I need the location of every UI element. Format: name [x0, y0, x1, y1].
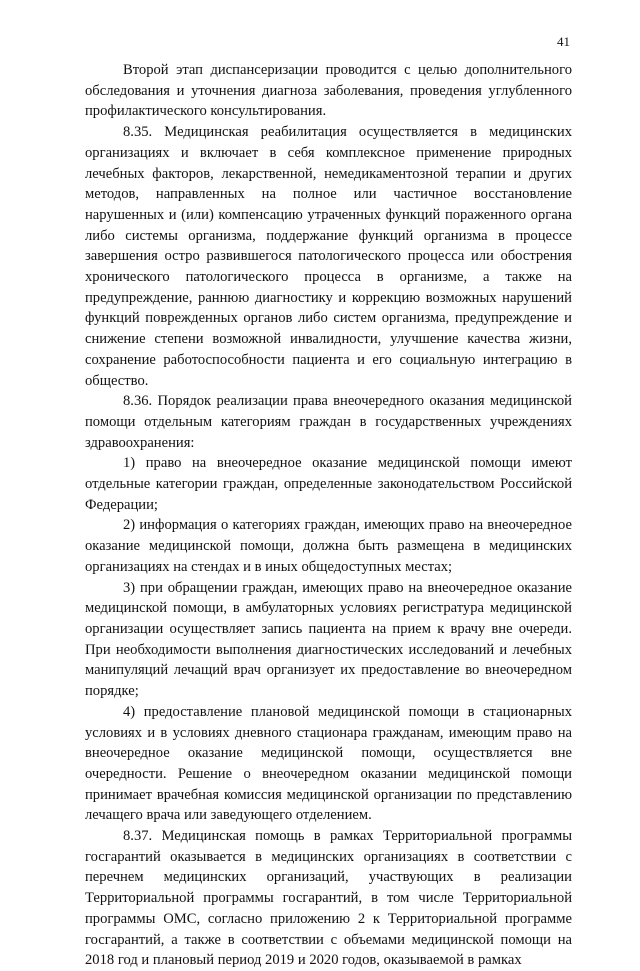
paragraph-dispanserization-stage-two: Второй этап диспансеризации проводится с целью дополнительного обследования и уточнения диагноза заболевания, проведения углубленного профилактического консультирования.: [85, 62, 572, 120]
list-item-3: 3) при обращении граждан, имеющих право на внеочередное оказание медицинской помощи, в амбулаторных условиях регистратура медицинской организации осуществляет запись пациента на прием к врачу вне очереди. При необходимости выполнения диагностических исследований и лечебных манипуляций лечащий врач организует их предоставление во внеочередном порядке;: [85, 579, 572, 700]
document-body: [85, 60, 572, 971]
paragraph-8-37: 8.37. Медицинская помощь в рамках Территориальной программы госгарантий оказывается в медицинских организациях в соответствии с перечнем медицинских организаций, участвующих в реализации Территориальной программы госгарантий, в том числе Территориальной программы ОМС, согласно приложению 2 к Территориальной программе госгарантий, а также в соответствии с объемами медицинской помощи на 2018 год и плановый период 2019 и 2020 годов, оказываемой в рамках: [85, 828, 572, 969]
page-number: 41: [557, 34, 570, 49]
list-item-1: 1) право на внеочередное оказание медицинской помощи имеют отдельные категории граждан, определенные законодательством Российской Федерации;: [85, 455, 572, 513]
paragraph-8-36: 8.36. Порядок реализации права внеочередного оказания медицинской помощи отдельным категориям граждан в государственных учреждениях здравоохранения:: [85, 393, 572, 451]
list-item-4: 4) предоставление плановой медицинской помощи в стационарных условиях и в условиях дневного стационара гражданам, имеющим право на внеочередное оказание медицинской помощи, осуществляется вне очередности. Решение о внеочередном оказании медицинской помощи принимает врачебная комиссия медицинской организации по представлению лечащего врача или заведующего отделением.: [85, 703, 572, 824]
paragraph-8-35: 8.35. Медицинская реабилитация осуществляется в медицинских организациях и включает в себя комплексное применение природных лечебных факторов, лекарственной, немедикаментозной терапии и других методов, направленных на полное или частичное восстановление нарушенных и (или) компенсацию утраченных функций пораженного органа либо системы организма, поддержание функций организма в процессе завершения остро развившегося патологического процесса или обострения хронического патологического процесса в организме, а также на предупреждение, раннюю диагностику и коррекцию возможных нарушений функций поврежденных органов либо систем организма, предупреждение и снижение степени возможной инвалидности, улучшение качества жизни, сохранение работоспособности пациента и его социальную интеграцию в общество.: [85, 124, 572, 389]
list-item-2: 2) информация о категориях граждан, имеющих право на внеочередное оказание медицинской помощи, должна быть размещена в медицинских организациях на стендах и в иных общедоступных местах;: [85, 517, 572, 575]
